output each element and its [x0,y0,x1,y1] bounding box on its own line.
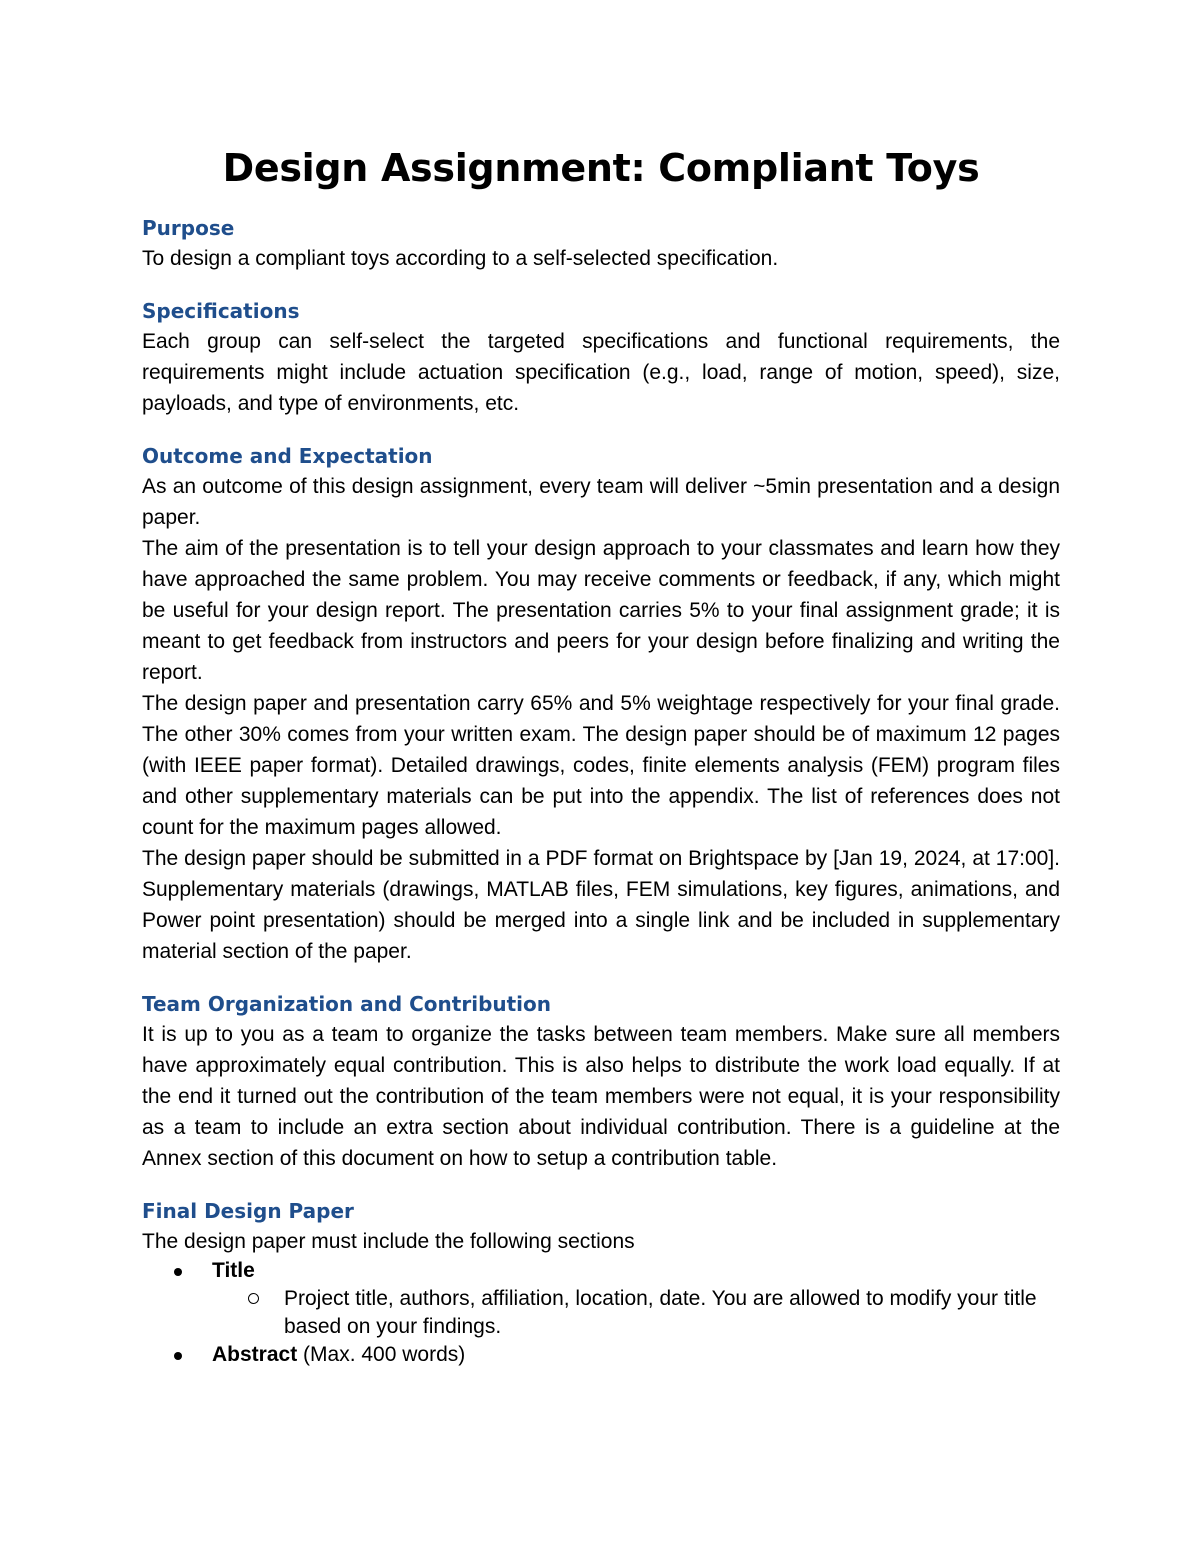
document-page [142,143,1060,1391]
section-outcome [142,441,1060,967]
hollow-bullet-icon [248,1293,259,1304]
team-paragraph: It is up to you as a team to organize the tasks between team members. Make sure all members have approximately equal contribution. This is also helps to distribute the work load equally. If at the end it turned out the contribution of the team members were not equal, it is your responsibility as a team to include an extra section about individual contribution. There is a guideline at the Annex section of this document on how to setup a contribution table. [142,1023,1060,1170]
section-heading-outcome: Outcome and Expectation [142,444,433,468]
outcome-paragraph-2: The aim of the presentation is to tell your design approach to your classmates and learn how they have approached the same problem. You may receive comments or feedback, if any, which might be useful for your design report. The presentation carries 5% to your final assignment grade; it is meant to get feedback from instructors and peers for your design before finalizing and writing the report. [142,537,1060,684]
list-item [142,1341,1060,1369]
section-final-paper [142,1196,1060,1369]
sub-list-item-text: Project title, authors, affiliation, location, date. You are allowed to modify your title based on your findings. [284,1287,1037,1338]
sub-list [212,1285,1060,1341]
outcome-paragraph-3: The design paper and presentation carry 65% and 5% weightage respectively for your final grade. The other 30% comes from your written exam. The design paper should be of maximum 12 pages (with IEEE paper format). Detailed drawings, codes, finite elements analysis (FEM) program files and other supplementary materials can be put into the appendix. The list of references does not count for the maximum pages allowed. [142,692,1060,839]
document-title: Design Assignment: Compliant Toys [222,146,980,190]
section-heading-team: Team Organization and Contribution [142,992,552,1016]
purpose-paragraph: To design a compliant toys according to a self-selected specification. [142,247,779,270]
list-item-label: Abstract [212,1343,298,1366]
section-heading-purpose: Purpose [142,216,235,240]
final-paper-section-list [142,1257,1060,1369]
list-item-suffix: (Max. 400 words) [297,1343,466,1366]
section-team [142,989,1060,1174]
final-paper-intro: The design paper must include the following sections [142,1230,635,1253]
list-item-label: Title [212,1259,255,1282]
outcome-paragraph-4: The design paper should be submitted in a PDF format on Brightspace by [Jan 19, 2024, at 17:00]. Supplementary materials (drawings, MATLAB files, FEM simulations, key figures, animations, and Power point presentation) should be merged into a single link and be included in supplementary material section of the paper. [142,847,1060,963]
bullet-icon [174,1268,182,1276]
bullet-icon [174,1352,182,1360]
section-heading-final-paper: Final Design Paper [142,1199,354,1223]
specifications-paragraph: Each group can self-select the targeted specifications and functional requirements, the requirements might include actuation specification (e.g., load, range of motion, speed), size, payloads, and type of environments, etc. [142,330,1060,415]
section-specifications [142,296,1060,419]
section-heading-specifications: Specifications [142,299,300,323]
sub-list-item [212,1285,1060,1341]
section-purpose [142,213,1060,274]
outcome-paragraph-1: As an outcome of this design assignment, every team will deliver ~5min presentation and a design paper. [142,475,1060,529]
list-item [142,1257,1060,1341]
